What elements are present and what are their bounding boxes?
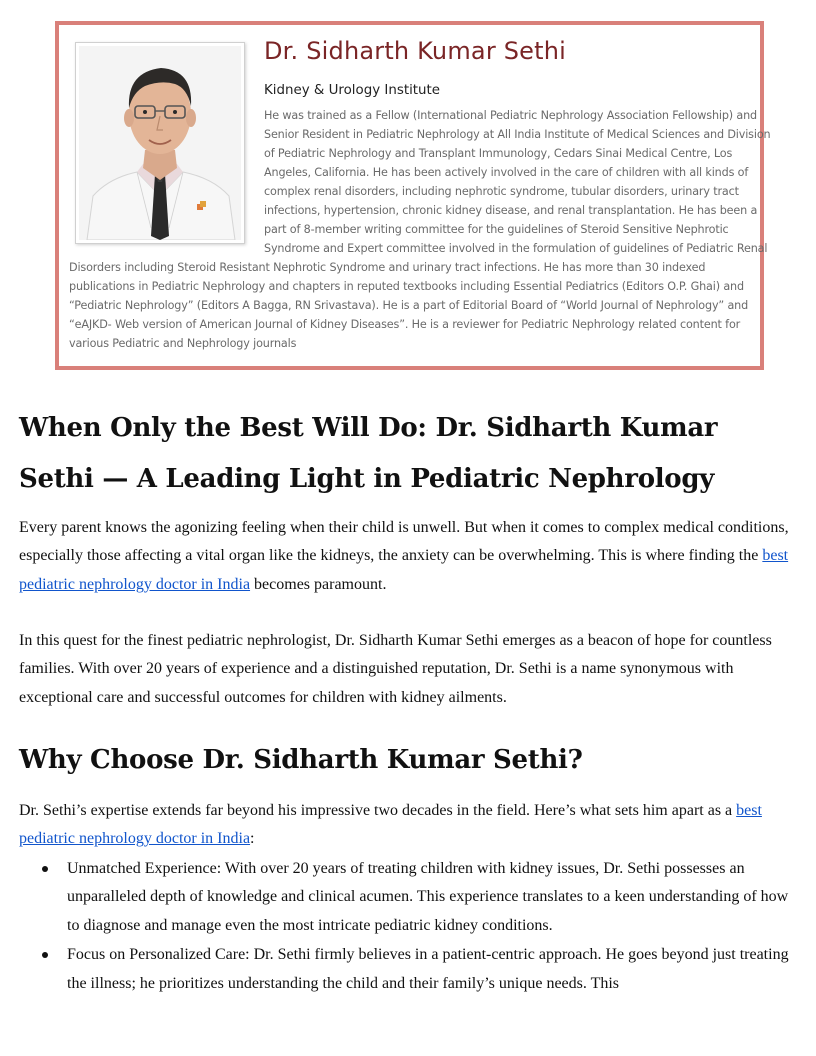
intro-paragraph [19,514,799,599]
list-item-text: Focus on Personalized Care: Dr. Sethi firmly believes in a patient-centric approach. He goes beyond just treating the illness; he prioritizes understanding the child and their family’s unique needs. This [67,946,789,992]
bio-line: “eAJKD- Web version of American Journal of Kidney Diseases”. He is a reviewer for Pediatric Nephrology related content for [69,318,741,331]
article-title: When Only the Best Will Do: Dr. Sidharth Kumar Sethi — A Leading Light in Pediatric Nephrology [19,413,718,494]
bullet-icon [42,866,48,872]
section-heading: Why Choose Dr. Sidharth Kumar Sethi? [19,745,583,775]
bullet-icon [42,952,48,958]
bio-line: Syndrome and Expert committee involved in the formulation of guidelines of Pediatric Renal [264,242,768,255]
doctor-profile-card [55,21,771,370]
bio-line: Angeles, California. He has been actively involved in the care of children with all kinds of [264,166,749,179]
paragraph-text: Every parent knows the agonizing feeling when their child is unwell. But when it comes to complex medical conditions, especially those affecting a vital organ like the kidneys, the anxiety can be overwhelming. This is where finding the [19,519,789,565]
bio-line: publications in Pediatric Nephrology and chapters in reputed textbooks including Essential Pediatrics (Editors O.P. Ghai) and [69,280,744,293]
list-item [19,941,799,998]
bio-line: part of 8-member writing committee for the guidelines of Steroid Sensitive Nephrotic [264,223,729,236]
bio-line: Senior Resident in Pediatric Nephrology at All India Institute of Medical Sciences and Division [264,128,771,141]
bio-line: He was trained as a Fellow (International Pediatric Nephrology Association Fellowship) and [264,109,758,122]
bio-line: infections, hypertension, chronic kidney disease, and renal transplantation. He has been a [264,204,758,217]
reasons-list [19,855,799,999]
doctor-name: Dr. Sidharth Kumar Sethi [264,37,566,65]
bio-line: complex renal disorders, including nephrotic syndrome, tubular disorders, urinary tract [264,185,739,198]
expertise-paragraph [19,797,799,854]
doctor-photo-frame [75,42,245,244]
list-item [19,855,799,940]
bio-line: various Pediatric and Nephrology journals [69,337,297,350]
bio-line: of Pediatric Nephrology and Transplant Immunology, Cedars Sinai Medical Centre, Los [264,147,733,160]
paragraph-text: Dr. Sethi’s expertise extends far beyond his impressive two decades in the field. Here’s what sets him apart as a [19,802,737,819]
paragraph-text: becomes paramount. [250,575,387,593]
nephrology-doctor-link[interactable]: best pediatric nephrology doctor in India [19,802,762,848]
nephrology-doctor-link[interactable]: best pediatric nephrology doctor in India [19,547,789,593]
bio-line: Disorders including Steroid Resistant Nephrotic Syndrome and urinary tract infections. He has more than 30 indexed [69,261,706,274]
paragraph-text: : [250,830,255,848]
quest-paragraph: In this quest for the finest pediatric nephrologist, Dr. Sidharth Kumar Sethi emerges as a beacon of hope for countless families. With over 20 years of experience and a distinguished reputation, Dr. Sethi is a name synonymous with exceptional care and successful outcomes for children with kidney ailments. [19,632,772,706]
doctor-photo [79,46,241,240]
institute-name: Kidney & Urology Institute [264,83,441,98]
bio-line: “Pediatric Nephrology” (Editors A Bagga, RN Srivastava). He is a part of Editorial Board of “World Journal of Nephrology” and [69,299,749,312]
list-item-text: Unmatched Experience: With over 20 years of treating children with kidney issues, Dr. Sethi possesses an unparalleled depth of knowledge and clinical acumen. This experience translates to a keen understanding of how to diagnose and manage even the most intricate pediatric kidney conditions. [67,860,789,934]
